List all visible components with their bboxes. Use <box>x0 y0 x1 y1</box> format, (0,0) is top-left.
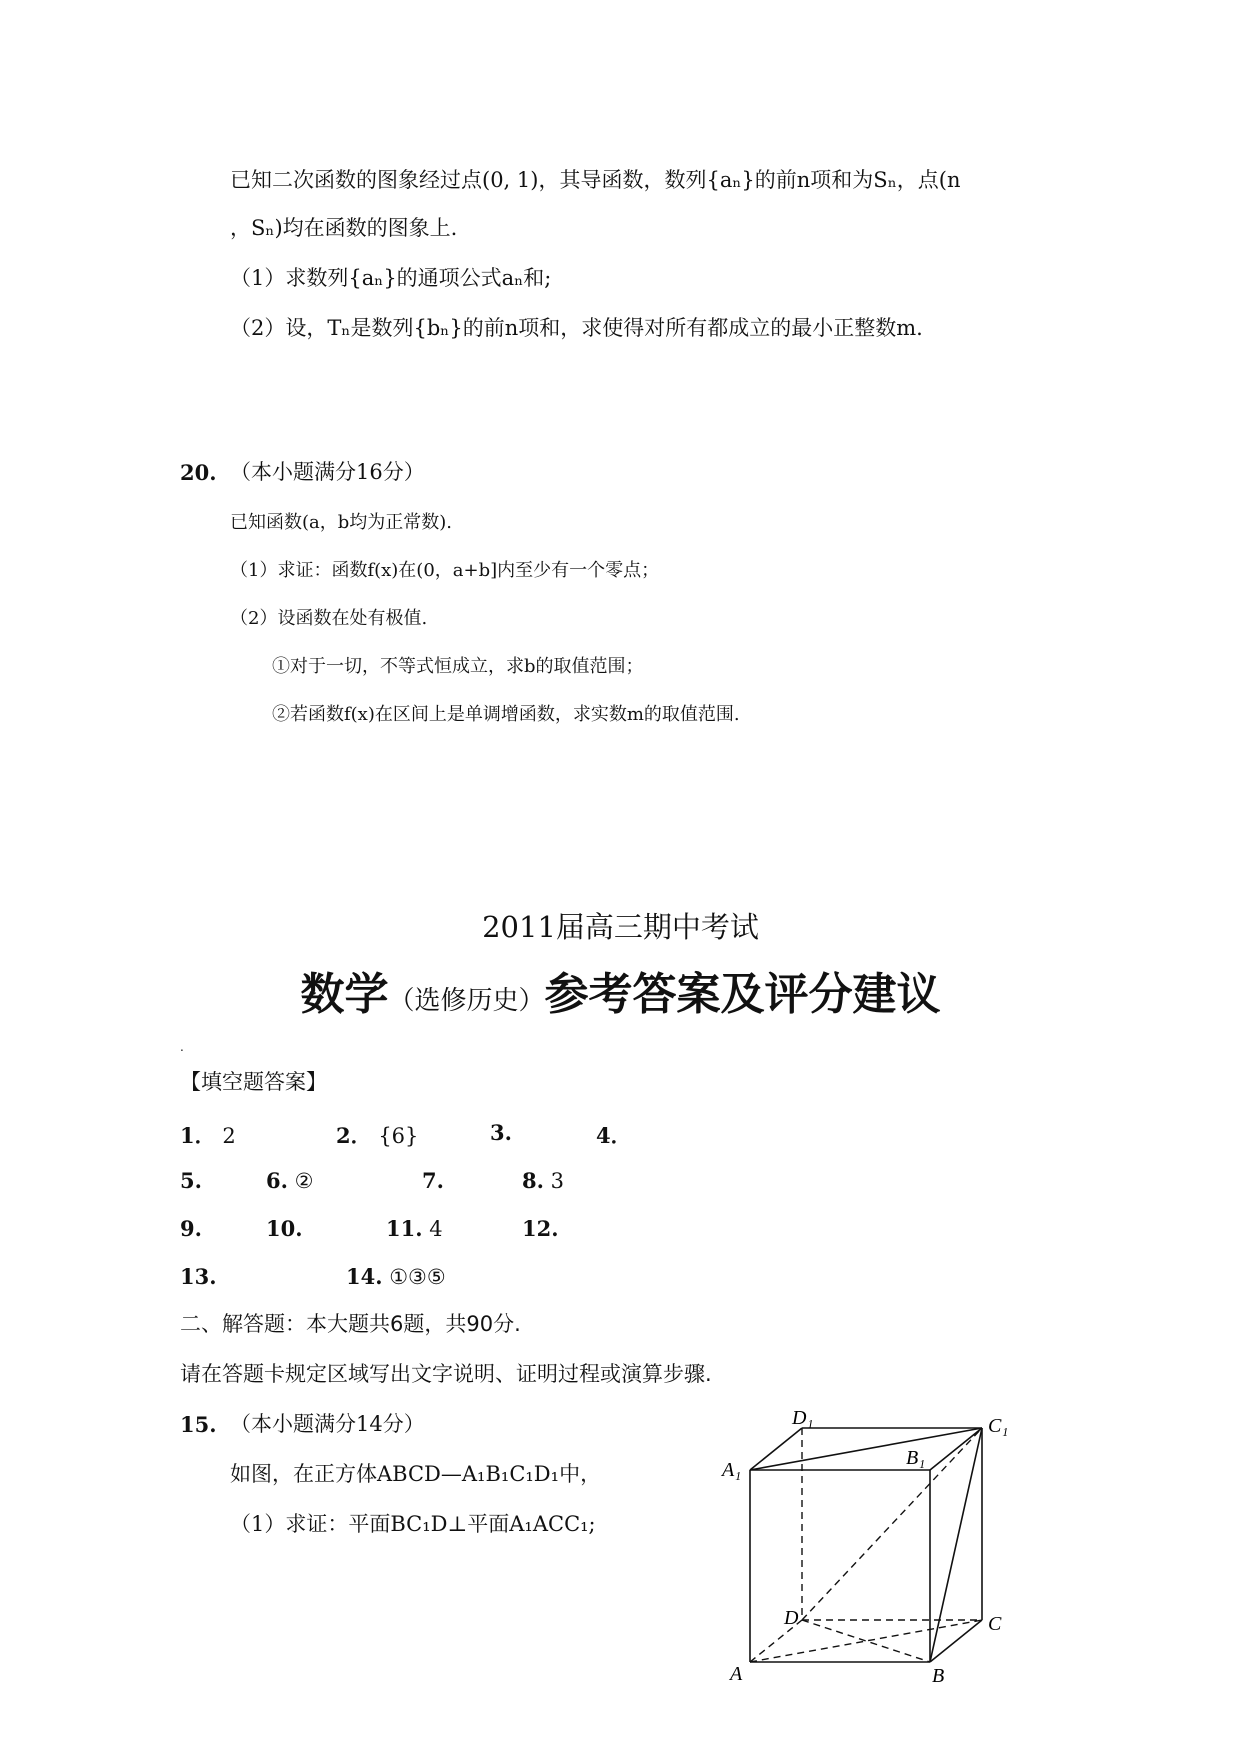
label-D: D <box>784 1607 799 1629</box>
q19-stem-line2: ，Sₙ)均在函数的图象上. <box>230 216 458 240</box>
q20-score: （本小题满分16分） <box>230 460 425 484</box>
q15-score: （本小题满分14分） <box>230 1412 425 1436</box>
section2-instruction: 请在答题卡规定区域写出文字说明、证明过程或演算步骤. <box>180 1362 712 1386</box>
answer-title-line1: 2011届高三期中考试 <box>482 910 759 944</box>
answer-2: 2． {6} <box>336 1123 419 1148</box>
answer-1: 1． 2 <box>180 1123 236 1148</box>
answer-14: 14. ①③⑤ <box>346 1264 446 1289</box>
answer-9: 9. <box>180 1216 202 1241</box>
answer-6: 6. ② <box>266 1168 314 1193</box>
q20-stem: 已知函数(a，b均为正常数). <box>230 512 453 533</box>
label-A: A <box>730 1663 743 1685</box>
q15-part1: （1）求证：平面BC₁D⊥平面A₁ACC₁; <box>230 1512 596 1536</box>
q19-stem-line1: 已知二次函数的图象经过点(0, 1)，其导函数，数列{aₙ}的前n项和为Sₙ，点(n <box>230 168 961 192</box>
edge-A1-D1 <box>750 1428 802 1470</box>
section2-heading: 二、解答题：本大题共6题，共90分. <box>180 1312 521 1336</box>
q20-number: 20. <box>180 460 217 485</box>
answer-10: 10. <box>266 1216 303 1241</box>
answer-title-main <box>0 958 1241 1022</box>
diag-D-B <box>802 1620 930 1662</box>
q20-sub2: ②若函数f(x)在区间上是单调增函数，求实数m的取值范围. <box>272 704 740 725</box>
label-A1: A₁ <box>722 1459 742 1481</box>
q19-part2: （2）设，Tₙ是数列{bₙ}的前n项和，求使得对所有都成立的最小正整数m. <box>230 316 923 340</box>
q15-stem: 如图，在正方体ABCD—A₁B₁C₁D₁中， <box>230 1462 602 1486</box>
diag-D-C1 <box>802 1428 982 1620</box>
answer-11: 11. 4 <box>386 1216 443 1241</box>
label-B: B <box>932 1665 945 1687</box>
answer-3: 3. <box>490 1120 512 1145</box>
answer-title-rest: 参考答案及评分建议 <box>544 969 941 1020</box>
answer-8: 8. 3 <box>522 1168 564 1193</box>
label-C: C <box>988 1613 1002 1635</box>
diag-A1-C1 <box>750 1428 982 1470</box>
answer-13: 13. <box>180 1264 217 1289</box>
answer-7: 7. <box>422 1168 444 1193</box>
answer-title-subject: 数学 <box>300 969 389 1020</box>
stray-dot: . <box>180 1040 184 1054</box>
answer-title-paren: （选修历史） <box>388 986 545 1016</box>
q20-part2: （2）设函数在处有极值. <box>230 608 428 629</box>
answer-12: 12. <box>522 1216 559 1241</box>
q15-number: 15. <box>180 1412 217 1437</box>
q19-part1: （1）求数列{aₙ}的通项公式aₙ和; <box>230 266 552 290</box>
answer-5: 5. <box>180 1168 202 1193</box>
answer-4: 4． <box>596 1123 632 1148</box>
q20-sub1: ①对于一切，不等式恒成立，求b的取值范围； <box>272 656 644 677</box>
label-B1: B₁ <box>906 1447 926 1469</box>
label-D1: D₁ <box>792 1410 814 1429</box>
fill-in-header: 【填空题答案】 <box>180 1070 327 1094</box>
label-C1: C₁ <box>988 1415 1009 1437</box>
cube-figure <box>720 1410 1020 1730</box>
q20-part1: （1）求证：函数f(x)在(0，a+b]内至少有一个零点； <box>230 560 660 581</box>
